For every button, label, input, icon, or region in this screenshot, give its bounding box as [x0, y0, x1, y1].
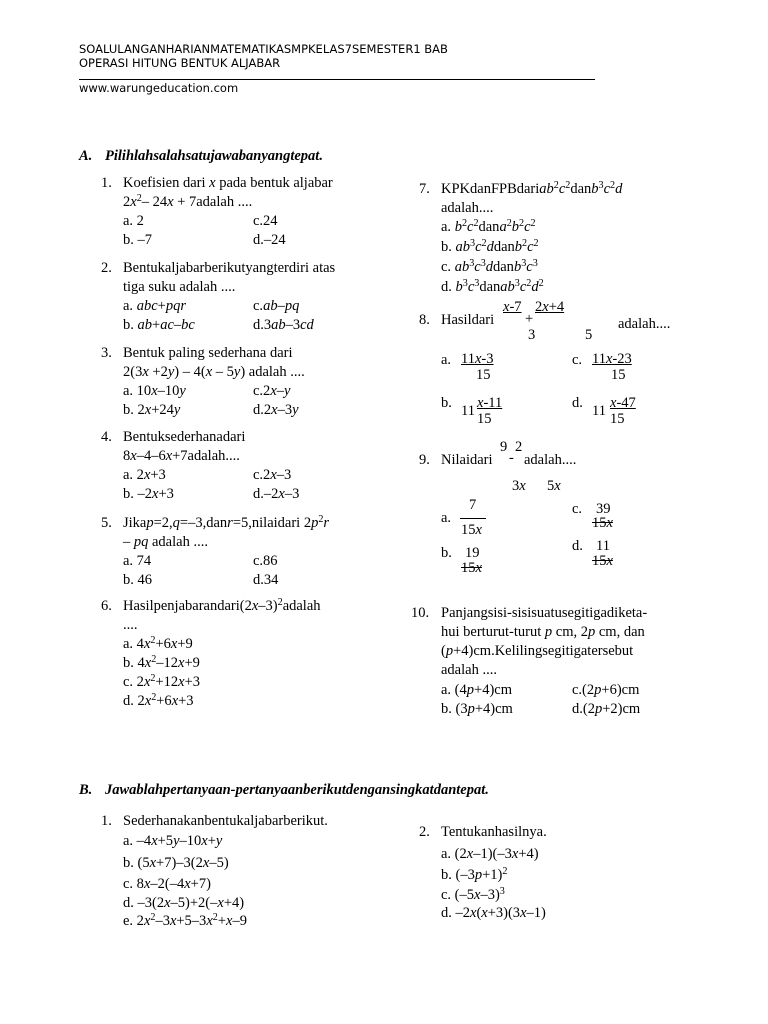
question-text-post: adalah....: [618, 316, 671, 332]
item-a: a. (2x–1)(–3x+4): [441, 846, 539, 862]
option-d-numerator: 11: [596, 538, 610, 554]
option-b-denominator: 15x: [461, 560, 482, 576]
plus-sign: +: [525, 311, 534, 327]
option-d: d.34: [253, 572, 279, 588]
option-a-numerator: 7: [469, 497, 477, 513]
item-d: d. –2x(x+3)(3x–1): [441, 905, 546, 921]
option-b: b. $ab^3c^2ddanb^2c^2$: [441, 238, 539, 255]
option-d: d.(2p+2)cm: [572, 701, 641, 717]
option-d: d.2x–3y: [253, 402, 299, 418]
option-b: b. 2x+24y: [123, 402, 181, 418]
option-d-denominator: 15: [610, 411, 625, 427]
question-number: 3.: [101, 345, 112, 361]
question-text-line1: Koefisien dari x pada bentuk aljabar: [123, 175, 333, 191]
option-b-numerator: x-11: [477, 395, 503, 411]
option-a-denominator: 15: [476, 367, 491, 383]
question-text-line1: $KPKdanFPBdariab^2c^2danb^3c^2d$: [441, 180, 623, 197]
header-title-line1: SOALULANGANHARIANMATEMATIKASMPKELAS7SEMESTER1 BAB: [79, 42, 448, 56]
option-c-label: c.: [572, 501, 583, 517]
option-d: d. $b^3c^3danab^3c^2d^2$: [441, 278, 544, 295]
option-a: a. abc+pqr: [123, 298, 186, 314]
item-b: b. $(-3p+1)^2$: [441, 866, 508, 883]
option-b: b. ab+ac–bc: [123, 317, 195, 333]
option-a-label: a.: [441, 510, 452, 526]
question-text-line2: tiga suku adalah ....: [123, 279, 236, 295]
option-c: c.86: [253, 553, 278, 569]
question-text: Tentukanhasilnya.: [441, 824, 547, 840]
fraction-1-denominator: 3x: [512, 478, 526, 494]
option-c: c.2x–3: [253, 467, 292, 483]
option-b: b. –7: [123, 232, 152, 248]
option-d-denominator: 15x: [592, 553, 613, 569]
option-c: c. $ab^3c^3ddanb^3c^3$: [441, 258, 538, 275]
fraction-1-numerator: x-7: [503, 299, 522, 315]
question-text-line1: Jikap=2,q=–3,danr=5,nilaidari $2p^2r$: [123, 514, 330, 531]
fraction-2-numerator: 2: [515, 439, 523, 455]
minus-sign: -: [509, 450, 514, 466]
question-text-pre: Nilaidari: [441, 452, 493, 468]
fraction-1-numerator: 9: [500, 439, 508, 455]
option-a: a. $4x^2+6x+9$: [123, 635, 193, 652]
option-a: a. 74: [123, 553, 152, 569]
question-number: 1.: [101, 813, 112, 829]
option-b: b. $4x^2-12x+9$: [123, 654, 200, 671]
option-c: c. $2x^2+12x+3$: [123, 673, 200, 690]
option-a-label: a.: [441, 352, 452, 368]
option-b-numerator: 19: [465, 545, 480, 561]
section-b-letter: B.: [79, 782, 93, 798]
question-text: Sederhanakanbentukaljabarberikut.: [123, 813, 328, 829]
question-number: 2.: [101, 260, 112, 276]
question-text-pre: Hasildari: [441, 312, 495, 328]
option-a: a. (4p+4)cm: [441, 682, 512, 698]
section-a-heading: [79, 148, 323, 165]
question-text-line2: 2(3x +2y) – 4(x – 5y) adalah ....: [123, 364, 305, 380]
question-text-line1: Bentuk paling sederhana dari: [123, 345, 293, 361]
option-d: d. $2x^2+6x+3$: [123, 692, 194, 709]
option-c-label: c.: [572, 352, 583, 368]
section-b-heading: [79, 782, 489, 799]
question-text-post: adalah....: [524, 452, 577, 468]
item-d: d. –3(2x–5)+2(–x+4): [123, 895, 245, 911]
question-number: 4.: [101, 429, 112, 445]
question-text-line2: 8x–4–6x+7adalah....: [123, 448, 240, 464]
question-text-line4: adalah ....: [441, 662, 497, 678]
header-url: www.warungeducation.com: [79, 81, 239, 95]
question-text-line1: Panjangsisi-sisisuatusegitigadiketa-: [441, 605, 648, 621]
fraction-1-denominator: 3: [528, 327, 536, 343]
question-text-line1: $Hasilpenjabarandari(2x-3)^2adalah$: [123, 597, 321, 614]
header-divider: [79, 79, 595, 80]
question-number: 5.: [101, 515, 112, 531]
option-d-label: d.: [572, 395, 583, 411]
item-c: c. 8x–2(–4x+7): [123, 876, 211, 892]
section-a-title: Pilihlahsalahsatujawabanyangtepat.: [105, 148, 323, 164]
fraction-2-denominator: 5x: [547, 478, 561, 494]
option-c: c.ab–pq: [253, 298, 300, 314]
question-text-line2: hui berturut-turut p cm, 2p cm, dan: [441, 624, 645, 640]
option-c: c.24: [253, 213, 278, 229]
header-title-line2: OPERASI HITUNG BENTUK ALJABAR: [79, 56, 281, 70]
item-c: c. $(-5x-3)^3$: [441, 886, 505, 903]
item-b: b. (5x+7)–3(2x–5): [123, 855, 229, 871]
option-b: b. (3p+4)cm: [441, 701, 513, 717]
option-a: a. 2: [123, 213, 144, 229]
option-a: a. $b^2c^2dana^2b^2c^2$: [441, 218, 536, 235]
fraction-2-denominator: 5: [585, 327, 593, 343]
question-text-line2: adalah....: [441, 200, 494, 216]
option-a-numerator: 11x-3: [461, 351, 494, 367]
question-number: 9.: [419, 452, 430, 468]
option-d: d.3ab–3cd: [253, 317, 314, 333]
option-c: c.2x–y: [253, 383, 291, 399]
option-d: d.–2x–3: [253, 486, 300, 502]
option-a-fraction-bar: [460, 518, 486, 519]
option-a-denominator: 15x: [461, 522, 482, 538]
question-text-line2: ....: [123, 617, 138, 633]
option-b-whole: 11: [461, 403, 475, 419]
question-number: 7.: [419, 181, 430, 197]
section-b-title: Jawablahpertanyaan-pertanyaanberikutdengansingkatdantepat.: [105, 782, 489, 798]
option-b-label: b.: [441, 545, 452, 561]
option-b-label: b.: [441, 395, 452, 411]
fraction-2-numerator: 2x+4: [535, 299, 565, 315]
option-d-numerator: x-47: [610, 395, 636, 411]
option-c-denominator: 15x: [592, 515, 613, 531]
question-number: 2.: [419, 824, 430, 840]
option-b: b. 46: [123, 572, 152, 588]
question-text-line2: $2x^2-$ 24x + 7adalah ....: [123, 193, 253, 210]
option-c-denominator: 15: [611, 367, 626, 383]
question-number: 6.: [101, 598, 112, 614]
question-text-line3: (p+4)cm.Kelilingsegitigatersebut: [441, 643, 634, 659]
option-d: d.–24: [253, 232, 286, 248]
option-c-numerator: 39: [596, 501, 611, 517]
question-number: 8.: [419, 312, 430, 328]
option-d-label: d.: [572, 538, 583, 554]
option-a: a. 10x–10y: [123, 383, 186, 399]
option-c: c.(2p+6)cm: [572, 682, 640, 698]
option-a: a. 2x+3: [123, 467, 166, 483]
option-b-denominator: 15: [477, 411, 492, 427]
option-b: b. –2x+3: [123, 486, 174, 502]
item-e: e. $2x^2-3x+5-3x^2+x-9$: [123, 912, 247, 929]
section-a-letter: A.: [79, 148, 93, 164]
question-text-line2: – pq adalah ....: [123, 534, 208, 550]
question-number: 1.: [101, 175, 112, 191]
question-text-line1: Bentukaljabarberikutyangterdiri atas: [123, 260, 336, 276]
option-d-whole: 11: [592, 403, 606, 419]
question-text-line1: Bentuksederhanadari: [123, 429, 246, 445]
option-c-numerator: 11x-23: [592, 351, 632, 367]
item-a: a. –4x+5y–10x+y: [123, 833, 223, 849]
question-number: 10.: [411, 605, 430, 621]
